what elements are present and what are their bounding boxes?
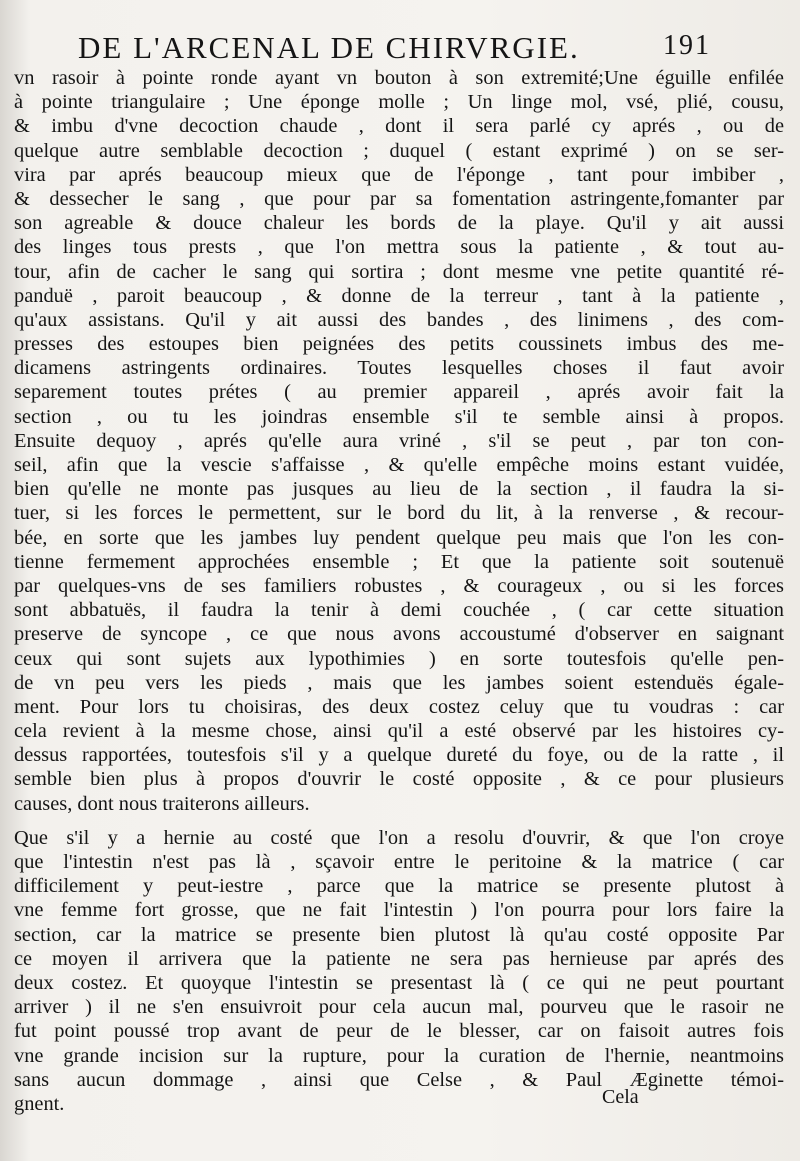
text-line: des linges tous prests , que l'on mettra sous la patiente , & tout au- (14, 236, 784, 259)
text-line: vira par aprés beaucoup mieux que de l'éponge , tant pour imbiber , (14, 163, 784, 186)
catchword: Cela (602, 1086, 639, 1108)
text-line: bien qu'elle ne monte pas jusques au lieu de la section , il faudra la si- (14, 478, 784, 501)
text-line: cela revient à la mesme chose, ainsi qu'il a esté observé par les histoires cy- (14, 720, 784, 743)
text-line: tour, afin de cacher le sang qui sortira ; dont mesme vne petite quantité ré- (14, 260, 784, 283)
text-line: vne femme fort grosse, que ne fait l'intestin ) l'on pourra pour lors faire la (14, 899, 784, 922)
text-line: dicamens astringents ordinaires. Toutes lesquelles choses il faut avoir (14, 357, 784, 380)
text-line: gnent. (14, 1092, 65, 1115)
text-line: difficilement y peut-iestre , parce que la matrice se presente plutost à (14, 875, 784, 898)
text-line: preserve de syncope , ce que nous avons accoustumé d'observer en saignant (14, 623, 784, 646)
text-line: section, car la matrice se presente bien plutost là qu'au costé opposite Par (14, 923, 784, 946)
text-line: son agreable & douce chaleur les bords de la playe. Qu'il y ait aussi (14, 212, 784, 235)
text-line: Ensuite dequoy , aprés qu'elle aura vriné , s'il se peut , par ton con- (14, 429, 784, 452)
text-line: qu'aux assistans. Qu'il y ait aussi des bandes , des linimens , des com- (14, 308, 784, 331)
text-line: ceux qui sont sujets aux lypothimies ) en sorte toutesfois qu'elle pen- (14, 647, 784, 670)
text-line: & dessecher le sang , que pour par sa fomentation astringente,fomanter par (14, 187, 784, 210)
text-line: ce moyen il arrivera que la patiente ne sera pas hernieuse par aprés des (14, 947, 784, 970)
paragraph-gap (14, 816, 784, 826)
text-line: à pointe triangulaire ; Une éponge molle ; Un linge mol, vsé, plié, cousu, (14, 91, 784, 114)
text-line: bée, en sorte que les jambes luy pendent quelque peu mais que l'on les con- (14, 526, 784, 549)
text-line: ment. Pour lors tu choisiras, des deux costez celuy que tu voudras : car (14, 695, 784, 718)
body-text (14, 66, 784, 1116)
text-line: separement toutes prétes ( au premier appareil , aprés avoir fait la (14, 381, 784, 404)
text-line: seil, afin que la vescie s'affaisse , & qu'elle empêche moins estant vuidée, (14, 454, 784, 476)
text-line: vne grande incision sur la rupture, pour la curation de l'hernie, neantmoins (14, 1044, 784, 1067)
text-line: sans aucun dommage , ainsi que Celse , & Paul Æginette témoi- (14, 1068, 784, 1091)
text-line: section , ou tu les joindras ensemble s'il te semble ainsi à propos. (14, 405, 784, 428)
text-line: & imbu d'vne decoction chaude , dont il sera parlé cy aprés , ou de (14, 115, 784, 138)
text-line: semble bien plus à propos d'ouvrir le costé opposite , & ce pour plusieurs (14, 768, 784, 791)
text-line: dessus rapportées, toutesfois s'il y a quelque dureté du foye, ou de la ratte , il (14, 744, 784, 767)
text-line: panduë , paroit beaucoup , & donne de la terreur , tant à la patiente , (14, 284, 784, 307)
text-line: sont abbatuës, il faudra la tenir à demi couchée , ( car cette situation (14, 599, 784, 622)
text-line: Que s'il y a hernie au costé que l'on a resolu d'ouvrir, & que l'on croye (14, 826, 784, 849)
running-title: DE L'ARCENAL DE CHIRVRGIE. (78, 30, 580, 65)
paragraph-2 (14, 826, 784, 1116)
text-line: deux costez. Et quoyque l'intestin se presentast là ( ce qui ne peut pourtant (14, 971, 784, 994)
paragraph-1 (14, 66, 784, 816)
running-header (78, 30, 798, 70)
text-line: que l'intestin n'est pas là , sçavoir entre le peritoine & la matrice ( car (14, 851, 784, 873)
text-line: causes, dont nous traiterons ailleurs. (14, 792, 310, 815)
text-line: tienne fermement approchées ensemble ; Et que la patiente soit soutenuë (14, 550, 784, 573)
text-line: presses des estoupes bien peignées des petits coussinets imbus des me- (14, 333, 784, 356)
text-line: tuer, si les forces le permettent, sur le bord du lit, à la renverse , & recour- (14, 502, 784, 525)
text-line: arriver ) il ne s'en ensuivroit pour cela aucun mal, pourveu que le rasoir ne (14, 996, 784, 1019)
text-line: par quelques-vns de ses familiers robustes , & courageux , ou si les forces (14, 574, 784, 597)
text-line: de vn peu vers les pieds , mais que les jambes soient estenduës égale- (14, 671, 784, 694)
text-line: fut point poussé trop avant de peur de le blesser, car on faisoit autres fois (14, 1020, 784, 1043)
page-number: 191 (663, 30, 711, 61)
text-line: vn rasoir à pointe ronde ayant vn bouton à son extremité;Une éguille enfilée (14, 67, 784, 89)
text-line: quelque autre semblable decoction ; duquel ( estant exprimé ) on se ser- (14, 139, 784, 162)
